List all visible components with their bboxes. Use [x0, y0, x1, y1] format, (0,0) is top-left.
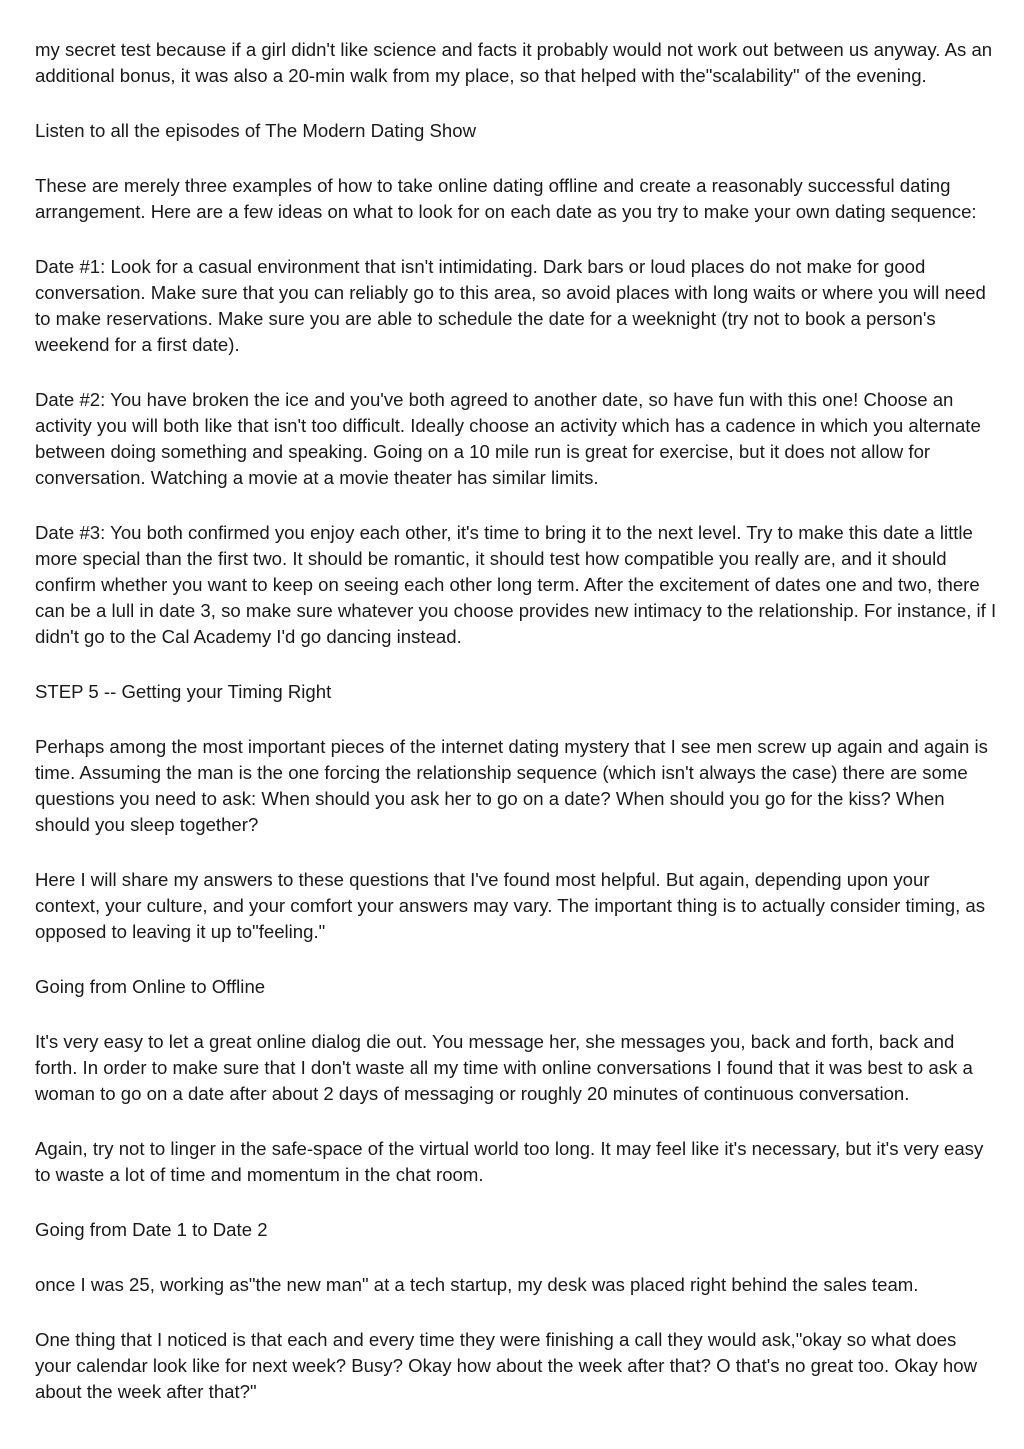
paragraph-continuation: my secret test because if a girl didn't like science and facts it probably would not work out between us anyway. As an additional bonus, it was also a 20-min walk from my place, so that helped with the"scalability" of the evening. — [35, 39, 993, 86]
paragraph-online-dialog: It's very easy to let a great online dialog die out. You message her, she messages you, back and forth, back and forth. In order to make sure that I don't waste all my time with online conversations I found that it was best to ask a woman to go on a date after about 2 days of messaging or roughly 20 minutes of continuous conversation. — [35, 1031, 973, 1104]
paragraph-date-1: Date #1: Look for a casual environment that isn't intimidating. Dark bars or loud places do not make for good conversation. Make sure that you can reliably go to this area, so avoid places with long waits or where you will need to make reservations. Make sure you are able to schedule the date for a weeknight (try not to book a person's weekend for a first date). — [35, 256, 986, 355]
subheading-date-1-to-date-2: Going from Date 1 to Date 2 — [35, 1219, 268, 1240]
paragraph-date-3: Date #3: You both confirmed you enjoy each other, it's time to bring it to the next level. Try to make this date a little more special than the first two. It should be romantic, it should test how compatible you really are, and it should confirm whether you want to keep on seeing each other long term. After the excitement of dates one and two, there can be a lull in date 3, so make sure whatever you choose provides new intimacy to the relationship. For instance, if I didn't go to the Cal Academy I'd go dancing instead. — [35, 522, 997, 647]
paragraph-timing-intro: Perhaps among the most important pieces of the internet dating mystery that I see men screw up again and again is time. Assuming the man is the one forcing the relationship sequence (which isn't always the case) there are some questions you need to ask: When should you ask her to go on a date? When should you go for the kiss? When should you sleep together? — [35, 736, 988, 835]
paragraph-date-2: Date #2: You have broken the ice and you've both agreed to another date, so have fun with this one! Choose an activity you will both like that isn't too difficult. Ideally choose an activity which has a cadence in which you alternate between doing something and speaking. Going on a 10 mile run is great for exercise, but it does not allow for conversation. Watching a movie at a movie theater has similar limits. — [35, 389, 981, 488]
paragraph-tech-startup: once I was 25, working as"the new man" at a tech startup, my desk was placed right behind the sales team. — [35, 1274, 919, 1295]
paragraph-timing-answers: Here I will share my answers to these questions that I've found most helpful. But again, depending upon your context, your culture, and your comfort your answers may vary. The important thing is to actually consider timing, as opposed to leaving it up to"feeling." — [35, 869, 986, 942]
document-body — [35, 37, 997, 1434]
paragraph-sales-calls: One thing that I noticed is that each and every time they were finishing a call they would ask,"okay so what does your calendar look like for next week? Busy? Okay how about the week after that? O that's no great too. Okay how about the week after that?" — [35, 1329, 978, 1402]
paragraph-examples-intro: These are merely three examples of how to take online dating offline and create a reasonably successful dating arrangement. Here are a few ideas on what to look for on each date as you try to make your own dating sequence: — [35, 175, 977, 222]
paragraph-virtual-world: Again, try not to linger in the safe-space of the virtual world too long. It may feel like it's necessary, but it's very easy to waste a lot of time and momentum in the chat room. — [35, 1138, 984, 1185]
subheading-online-to-offline: Going from Online to Offline — [35, 976, 266, 997]
section-heading-step-5: STEP 5 -- Getting your Timing Right — [35, 681, 332, 702]
paragraph-podcast-link-text: Listen to all the episodes of The Modern Dating Show — [35, 120, 477, 141]
